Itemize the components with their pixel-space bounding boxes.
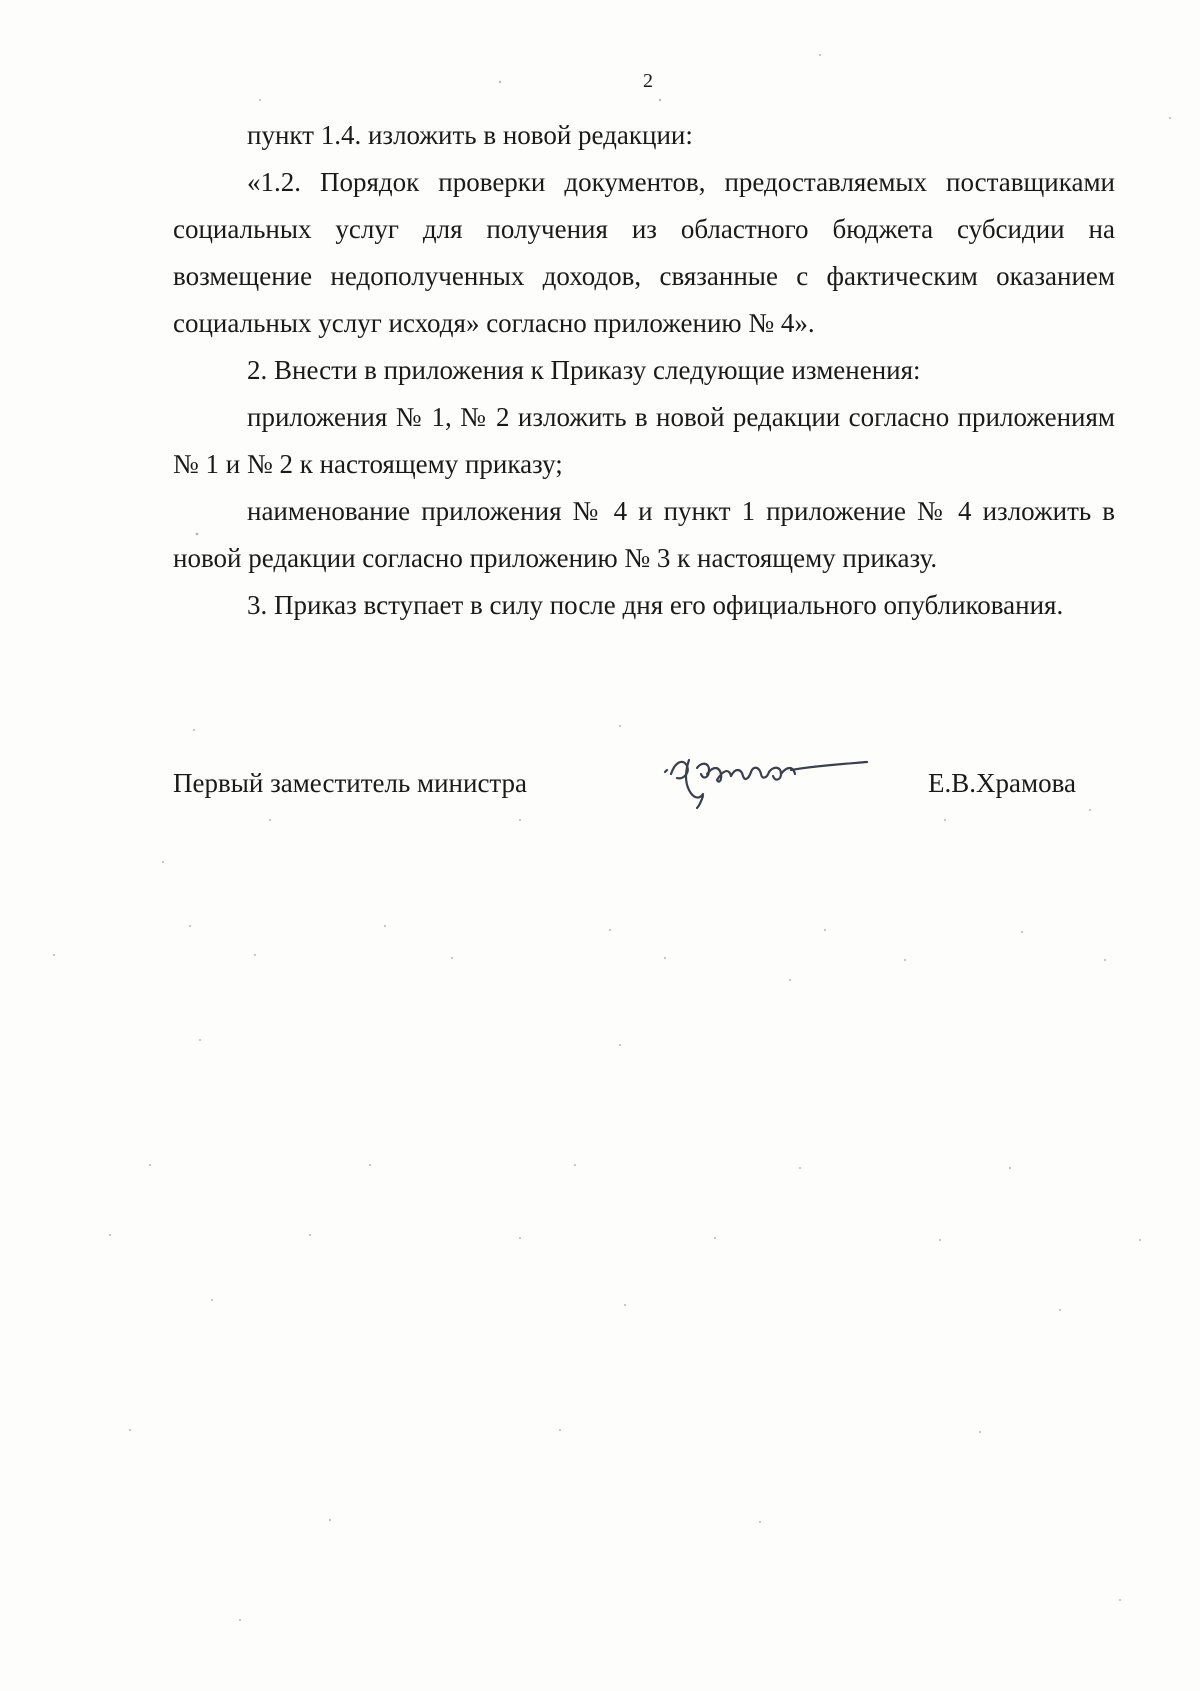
paragraph-appendices-1-2: приложения № 1, № 2 изложить в новой редакции согласно приложениям № 1 и № 2 к настоящему приказу;: [173, 402, 1115, 479]
paragraph-item-1-4: пункт 1.4. изложить в новой редакции:: [247, 120, 693, 150]
page-number: 2: [643, 70, 653, 92]
paragraph-item-2: 2. Внести в приложения к Приказу следующие изменения:: [247, 355, 921, 385]
handwritten-signature: [663, 740, 873, 810]
document-body: [173, 112, 1115, 629]
paragraph-appendix-4: наименование приложения № 4 и пункт 1 приложение № 4 изложить в новой редакции согласно приложению № 3 к настоящему приказу.: [173, 496, 1115, 573]
paragraph-item-3: 3. Приказ вступает в силу после дня его официального опубликования.: [247, 590, 1064, 620]
signatory-name: Е.В.Храмова: [928, 768, 1076, 798]
paragraph-quoted-1-2: «1.2. Порядок проверки документов, предоставляемых поставщиками социальных услуг для получения из областного бюджета субсидии на возмещение недополученных доходов, связанные с фактическим оказанием социальных услуг исходя» согласно приложению № 4».: [173, 167, 1115, 338]
signature-block: [173, 740, 1173, 828]
signatory-title: Первый заместитель министра: [173, 768, 528, 798]
signature-label-hidden: Храмова: [663, 740, 667, 741]
